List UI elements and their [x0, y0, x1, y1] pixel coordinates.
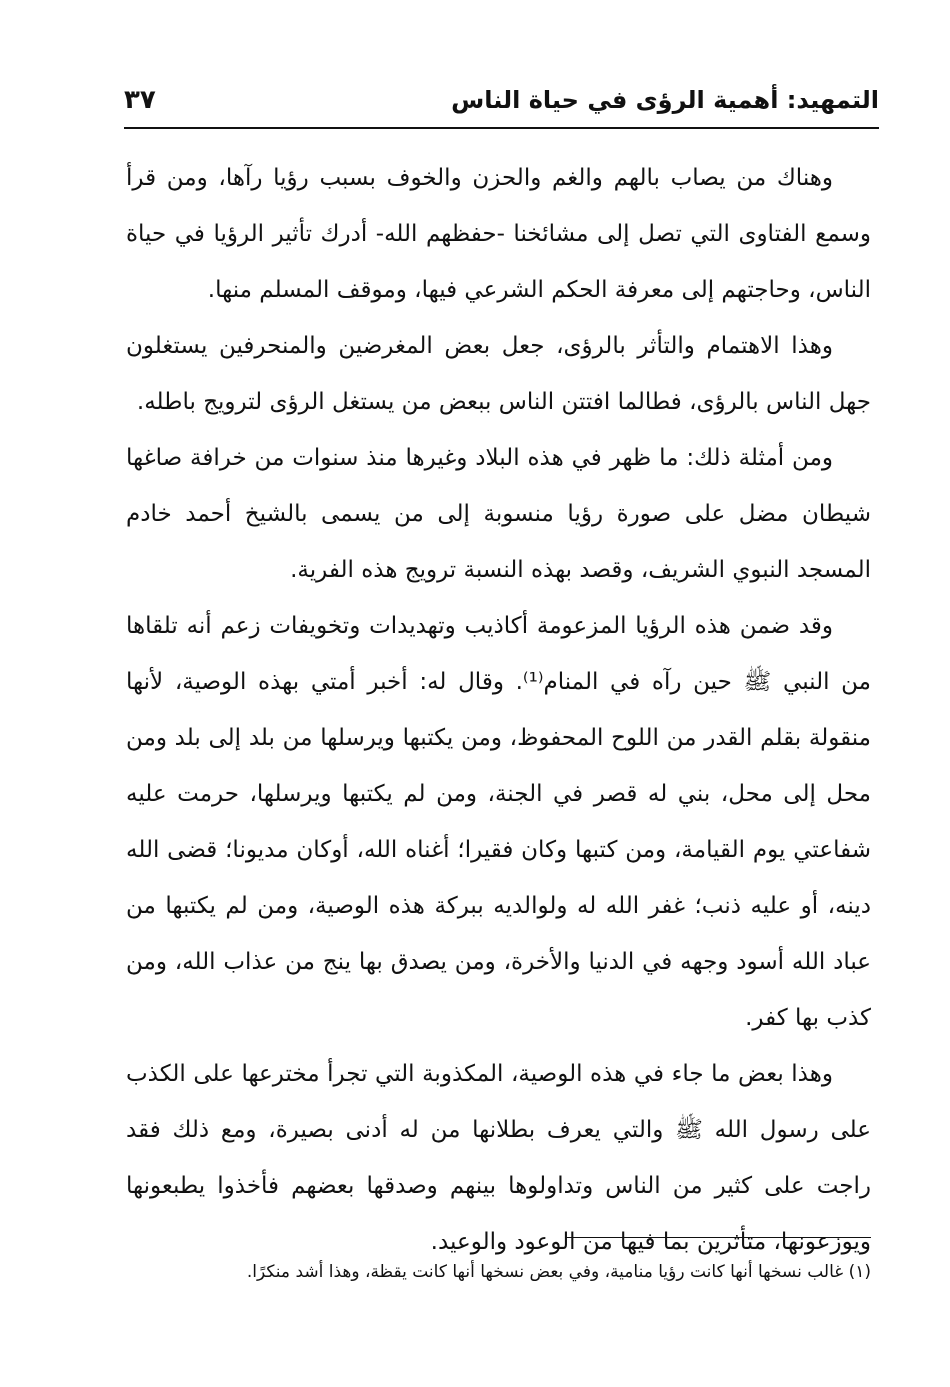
page-header	[124, 84, 879, 124]
footnote: (١) غالب نسخها أنها كانت رؤيا منامية، وفي بعض نسخها أنها كانت يقظة، وهذا أشد منكرًا.	[246, 1262, 871, 1282]
paragraph-5: وهذا بعض ما جاء في هذه الوصية، المكذوبة التي تجرأ مخترعها على الكذب على رسول الله ﷺ والتي يعرف بطلانها من له أدنى بصيرة، ومع ذلك فقد راجت على كثير من الناس وتداولوها بينهم وصدقها بعضهم فأخذوا يطبعونها ويوزعونها، متأثرين بما فيها من الوعود والوعيد.	[126, 1061, 871, 1255]
running-title: التمهيد: أهمية الرؤى في حياة الناس	[451, 86, 879, 114]
page-number: ٣٧	[124, 85, 156, 115]
paragraph-4: وقد ضمن هذه الرؤيا المزعومة أكاذيب وتهديدات وتخويفات زعم أنه تلقاها من النبي ﷺ حين رآه في المنام⁽¹⁾. وقال له: أخبر أمتي بهذه الوصية، لأنها منقولة بقلم القدر من اللوح المحفوظ، ومن يكتبها ويرسلها من بلد إلى بلد ومن محل إلى محل، بني له قصر في الجنة، ومن لم يكتبها ويرسلها، حرمت عليه شفاعتي يوم القيامة، ومن كتبها وكان فقيرا؛ أغناه الله، أوكان مديونا؛ قضى الله دينه، أو عليه ذنب؛ غفر الله له ولوالديه ببركة هذه الوصية، ومن لم يكتبها من عباد الله أسود وجهه في الدنيا والأخرة، ومن يصدق بها ينج من عذاب الله، ومن كذب بها كفر.	[126, 613, 871, 1031]
body-text	[126, 150, 871, 1270]
paragraph-2: وهذا الاهتمام والتأثر بالرؤى، جعل بعض المغرضين والمنحرفين يستغلون جهل الناس بالرؤى، فطالما افتتن الناس ببعض من يستغل الرؤى لترويج باطله.	[126, 333, 871, 415]
paragraph-1: وهناك من يصاب بالهم والغم والحزن والخوف بسبب رؤيا رآها، ومن قرأ وسمع الفتاوى التي تصل إلى مشائخنا -حفظهم الله- أدرك تأثير الرؤيا في حياة الناس، وحاجتهم إلى معرفة الحكم الشرعي فيها، وموقف المسلم منها.	[126, 165, 871, 303]
header-rule	[124, 127, 879, 129]
paragraph-3: ومن أمثلة ذلك: ما ظهر في هذه البلاد وغيرها منذ سنوات من خرافة صاغها شيطان مضل على صورة رؤيا منسوبة إلى من يسمى بالشيخ أحمد خادم المسجد النبوي الشريف، وقصد بهذه النسبة ترويج هذه الفرية.	[126, 445, 871, 583]
footnote-separator	[566, 1237, 871, 1238]
